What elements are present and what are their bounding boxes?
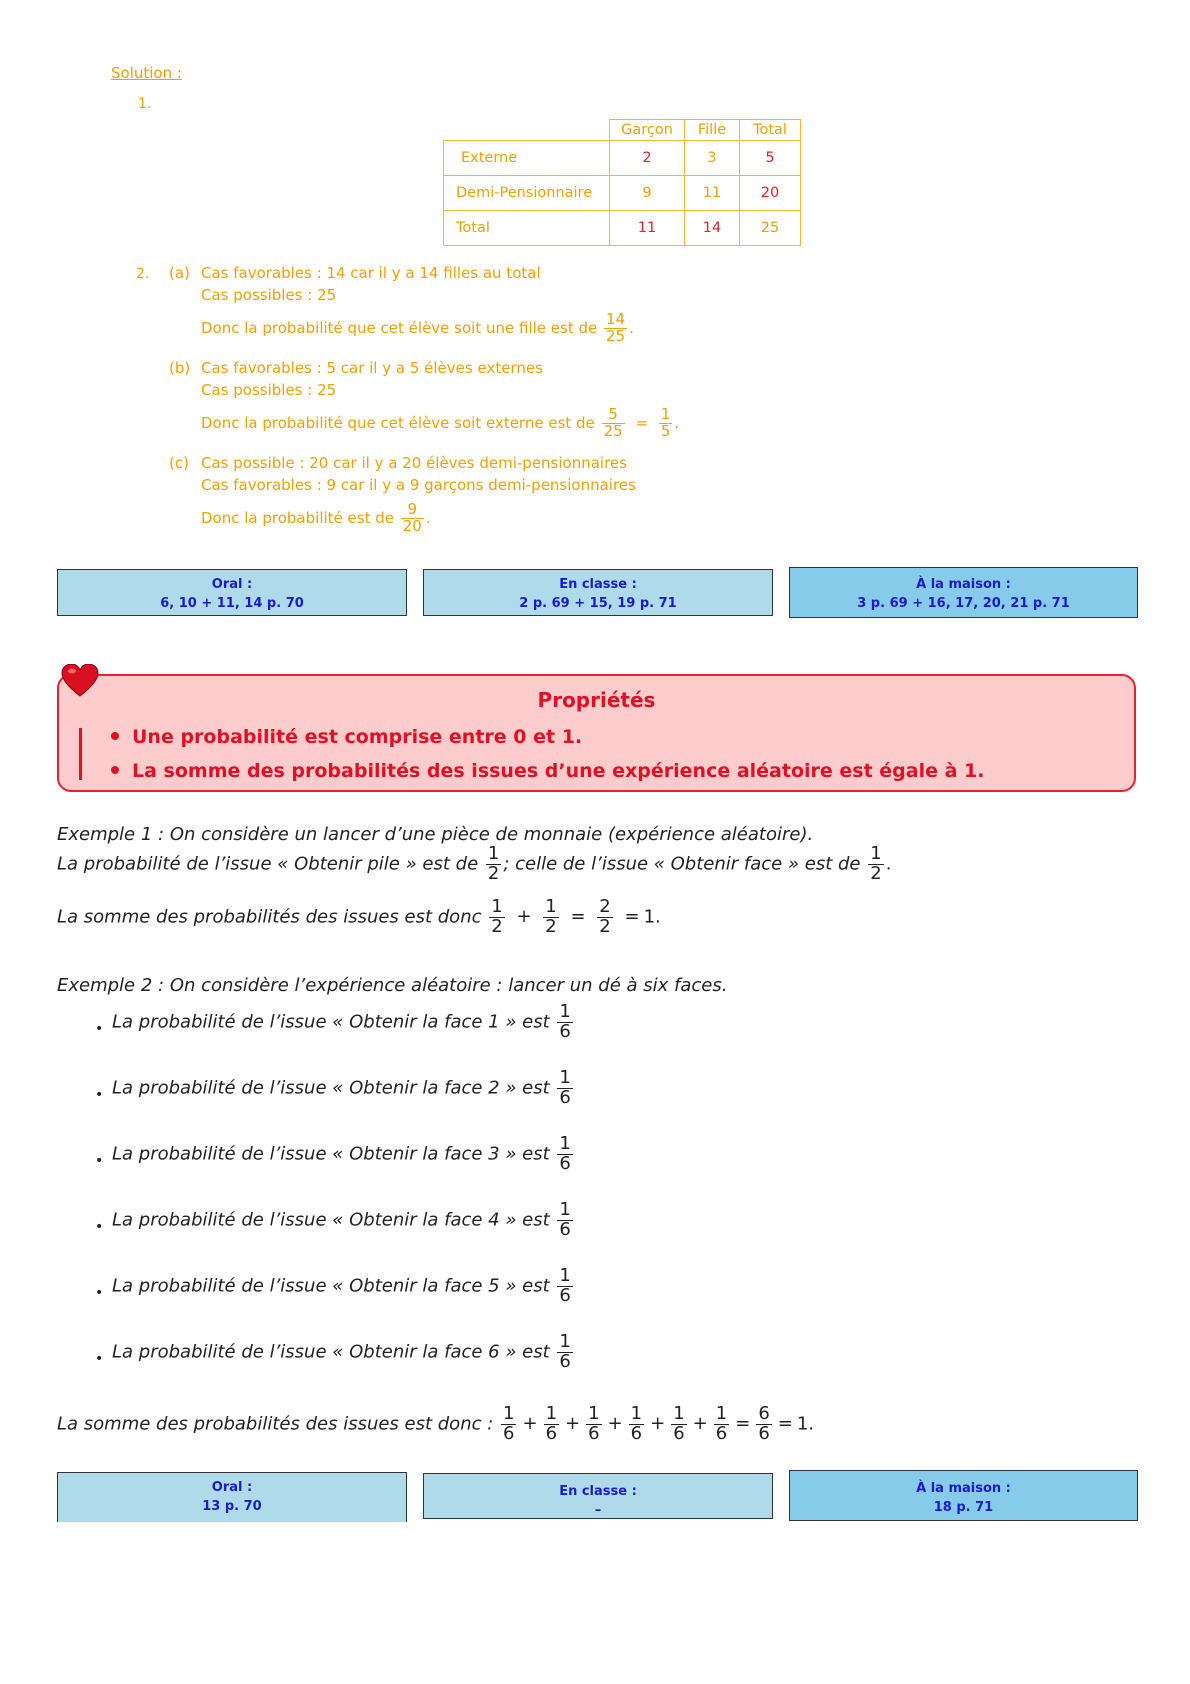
oral-box-2 (57, 1472, 407, 1522)
fraction: $\frac{2}{2}$ (599, 896, 611, 937)
table-cell: 11 (610, 211, 685, 246)
list-item: • La probabilité de l’issue « Obtenir la face 1 » est $\frac{1}{6}$ (95, 1001, 571, 1042)
item-number-2: 2. (136, 266, 150, 282)
solution-title: Solution : (111, 64, 182, 82)
table-cell: 14 (685, 211, 740, 246)
table-cell: 9 (610, 176, 685, 211)
class-box (423, 569, 773, 616)
home-box-2 (789, 1470, 1138, 1521)
oral-value: 13 p. 70 (202, 1499, 262, 1514)
list-item: • La probabilité de l’issue « Obtenir la face 6 » est $\frac{1}{6}$ (95, 1331, 571, 1372)
sub-c-line2: Cas favorables : 9 car il y a 9 garçons demi-pensionnaires (201, 476, 636, 494)
example2-sum: La somme des probabilités des issues est donc : $\frac{1}{6}$ + $\frac{1}{6}$ + $\frac{1}{6}$ + $\frac{1}{6}$ + $\frac{1}{6}$ + $\frac{1}{6}$ = $\frac{6}{6}$ = 1. (57, 1403, 815, 1444)
oral-value: 6, 10 + 11, 14 p. 70 (160, 596, 304, 611)
sub-c-line3: Donc la probabilité est de $\frac{9}{20}$ . (201, 500, 431, 535)
sub-c-line1: Cas possible : 20 car il y a 20 élèves demi-pensionnaires (201, 454, 627, 472)
table-cell: 11 (685, 176, 740, 211)
header-total: Total (740, 120, 801, 141)
properties-box (57, 674, 1136, 792)
table-cell: 5 (740, 141, 801, 176)
properties-title: Propriétés (537, 688, 656, 712)
fraction: $\frac{1}{2}$ (870, 843, 882, 884)
sub-b-line2: Cas possibles : 25 (201, 381, 337, 399)
fraction: $\frac{1}{5}$ (660, 405, 671, 440)
sub-item-c (169, 452, 636, 535)
sub-item-b (169, 357, 680, 440)
header-garcon: Garçon (610, 120, 685, 141)
list-item: • La probabilité de l’issue « Obtenir la face 4 » est $\frac{1}{6}$ (95, 1199, 571, 1240)
property-item-2: La somme des probabilités des issues d’une expérience aléatoire est égale à 1. (111, 760, 984, 782)
sub-label-c: (c) (169, 454, 189, 472)
table-cell: 20 (740, 176, 801, 211)
home-value: 3 p. 69 + 16, 17, 20, 21 p. 71 (857, 596, 1070, 611)
oral-box (57, 569, 407, 616)
table-cell: 2 (610, 141, 685, 176)
sub-item-a (169, 262, 634, 345)
oral-title: Oral : (211, 1480, 253, 1495)
bullet-icon (111, 732, 119, 740)
list-item: • La probabilité de l’issue « Obtenir la face 3 » est $\frac{1}{6}$ (95, 1133, 571, 1174)
sub-a-line1: Cas favorables : 14 car il y a 14 filles au total (201, 264, 541, 282)
fraction: $\frac{1}{2}$ (491, 896, 503, 937)
fraction: $\frac{14}{25}$ (606, 310, 626, 345)
example1-intro: Exemple 1 : On considère un lancer d’une pièce de monnaie (expérience aléatoire). (57, 824, 814, 845)
table-cell: 3 (685, 141, 740, 176)
fraction: $\frac{9}{20}$ (402, 500, 422, 535)
home-box (789, 567, 1138, 618)
class-box-2 (423, 1473, 773, 1519)
bullet-icon (111, 766, 119, 774)
item-number-1: 1. (138, 96, 152, 112)
fraction: $\frac{5}{25}$ (603, 405, 623, 440)
example1-line2: La probabilité de l’issue « Obtenir pile » est de $\frac{1}{2}$ ; celle de l’issue « Obtenir face » est de $\frac{1}{2}$ . (57, 843, 892, 884)
sub-b-line3: Donc la probabilité que cet élève soit externe est de $\frac{5}{25}$ = $\frac{1}{5}$ . (201, 405, 680, 440)
list-item: • La probabilité de l’issue « Obtenir la face 2 » est $\frac{1}{6}$ (95, 1067, 571, 1108)
sub-a-line2: Cas possibles : 25 (201, 286, 337, 304)
home-title: À la maison : (916, 1481, 1011, 1496)
example1-line3: La somme des probabilités des issues est donc $\frac{1}{2}$ + $\frac{1}{2}$ = $\frac{2}{2}$ = 1. (57, 896, 661, 937)
sub-b-line1: Cas favorables : 5 car il y a 5 élèves externes (201, 359, 543, 377)
property-item-1: Une probabilité est comprise entre 0 et 1. (111, 726, 582, 748)
class-value: 2 p. 69 + 15, 19 p. 71 (519, 596, 677, 611)
fraction: $\frac{1}{2}$ (487, 843, 500, 884)
home-value: 18 p. 71 (933, 1500, 994, 1515)
example2-intro: Exemple 2 : On considère l’expérience aléatoire : lancer un dé à six faces. (57, 975, 728, 996)
row-label: Total (444, 211, 610, 246)
oral-title: Oral : (211, 577, 253, 592)
header-fille: Fille (685, 120, 740, 141)
home-title: À la maison : (916, 577, 1011, 592)
table-row (444, 141, 801, 176)
row-label: Demi-Pensionnaire (444, 176, 610, 211)
distribution-table (443, 119, 801, 246)
list-item: • La probabilité de l’issue « Obtenir la face 5 » est $\frac{1}{6}$ (95, 1265, 571, 1306)
table-row (444, 211, 801, 246)
table-row (444, 176, 801, 211)
sub-a-line3: Donc la probabilité que cet élève soit une fille est de $\frac{14}{25}$ . (201, 310, 634, 345)
fraction: $\frac{1}{2}$ (545, 896, 557, 937)
sub-label-b: (b) (169, 359, 191, 377)
sub-label-a: (a) (169, 264, 190, 282)
class-title: En classe : (559, 1484, 637, 1499)
table-cell: 25 (740, 211, 801, 246)
accent-bar (79, 728, 82, 780)
row-label: Externe (444, 141, 610, 176)
class-title: En classe : (559, 577, 637, 592)
class-value: – (594, 1503, 602, 1518)
